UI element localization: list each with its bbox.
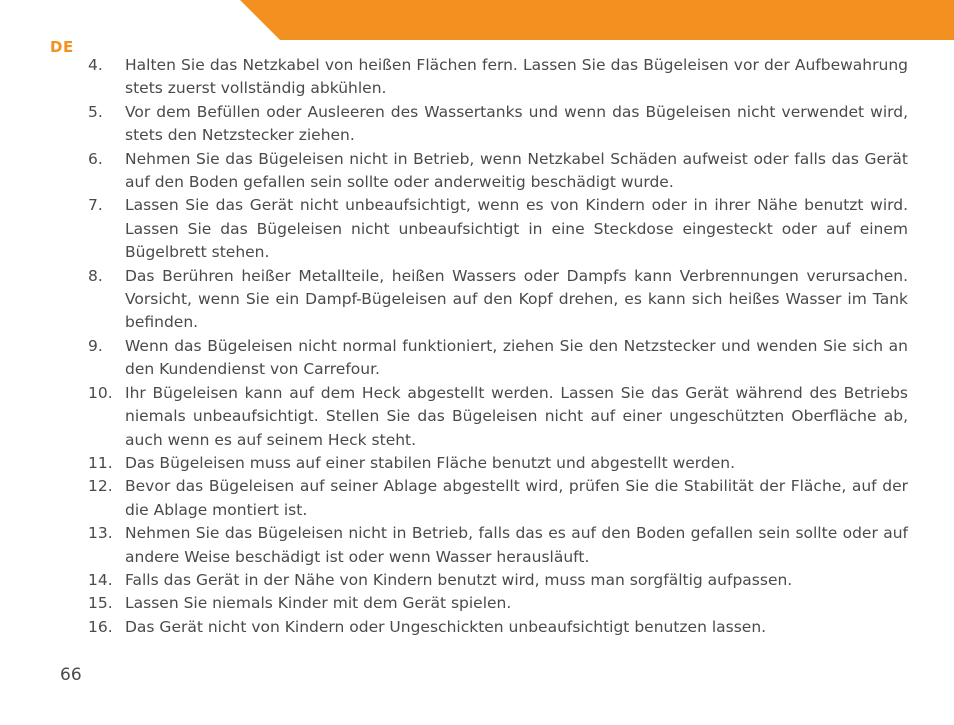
list-item-text: Das Berühren heißer Metallteile, heißen Wassers oder Dampfs kann Verbrennungen verursachen. Vorsicht, wenn Sie ein Dampf-Bügeleisen auf den Kopf drehen, es kann sich heißes Wasser im Tank befinden. [125,266,908,332]
list-item-text: Das Bügeleisen muss auf einer stabilen Fläche benutzt und abgestellt werden. [125,453,736,472]
list-item-text: Bevor das Bügeleisen auf seiner Ablage abgestellt wird, prüfen Sie die Stabilität der Fläche, auf der die Ablage montiert ist. [125,477,908,519]
list-item [88,148,908,195]
list-item-text: Nehmen Sie das Bügeleisen nicht in Betrieb, wenn Netzkabel Schäden aufweist oder falls das Gerät auf den Boden gefallen sein sollte oder anderweitig beschädigt wurde. [125,149,908,192]
list-item-text: Das Gerät nicht von Kindern oder Ungeschickten unbeaufsichtigt benutzen lassen. [125,617,767,636]
list-item-number: 12. [88,477,113,496]
list-item-number: 8. [88,266,103,285]
list-item-text: Nehmen Sie das Bügeleisen nicht in Betrieb, falls das es auf den Boden gefallen sein sollte oder auf andere Weise beschädigt ist oder wenn Wasser herausläuft. [125,524,908,566]
list-item-text: Wenn das Bügeleisen nicht normal funktioniert, ziehen Sie den Netzstecker und wenden Sie sich an den Kundendienst von Carrefour. [125,336,908,379]
list-item [88,616,908,639]
list-item-number: 13. [88,524,113,543]
list-item [88,194,908,264]
list-item-number: 9. [88,336,103,355]
list-item-number: 5. [88,102,103,121]
list-item [88,592,908,615]
list-item [88,452,908,475]
list-item [88,475,908,522]
list-item-number: 7. [88,196,103,215]
list-item [88,265,908,335]
list-item-number: 16. [88,617,113,636]
list-item-number: 10. [88,383,113,402]
list-item-number: 15. [88,594,113,613]
list-item-text: Halten Sie das Netzkabel von heißen Flächen fern. Lassen Sie das Bügeleisen vor der Aufbewahrung stets zuerst vollständig abkühlen. [125,56,908,98]
header-accent-bar [240,0,954,40]
list-item-number: 6. [88,149,103,168]
language-tag: DE [50,38,74,56]
list-item-text: Falls das Gerät in der Nähe von Kindern benutzt wird, muss man sorgfältig aufpassen. [125,570,793,589]
list-item-text: Vor dem Befüllen oder Ausleeren des Wassertanks und wenn das Bügeleisen nicht verwendet wird, stets den Netzstecker ziehen. [125,102,908,145]
list-item [88,382,908,452]
list-item-text: Lassen Sie niemals Kinder mit dem Gerät spielen. [125,594,512,613]
page-number: 66 [60,665,82,685]
list-item [88,522,908,569]
list-item [88,54,908,101]
list-item-number: 14. [88,570,113,589]
list-item [88,101,908,148]
list-item-text: Lassen Sie das Gerät nicht unbeaufsichtigt, wenn es von Kindern oder in ihrer Nähe benutzt wird. Lassen Sie das Bügeleisen nicht unbeaufsichtigt in eine Steckdose eingesteckt oder auf einem Bügelbrett stehen. [125,196,908,262]
list-item-number: 4. [88,56,103,74]
list-item-number: 11. [88,453,113,472]
list-item-text: Ihr Bügeleisen kann auf dem Heck abgestellt werden. Lassen Sie das Gerät während des Betriebs niemals unbeaufsichtigt. Stellen Sie das Bügeleisen nicht auf einer ungeschützten Oberfläche ab, auch wenn es auf seinem Heck steht. [125,383,908,449]
list-item [88,569,908,592]
safety-instructions-list [88,54,908,639]
list-item [88,335,908,382]
